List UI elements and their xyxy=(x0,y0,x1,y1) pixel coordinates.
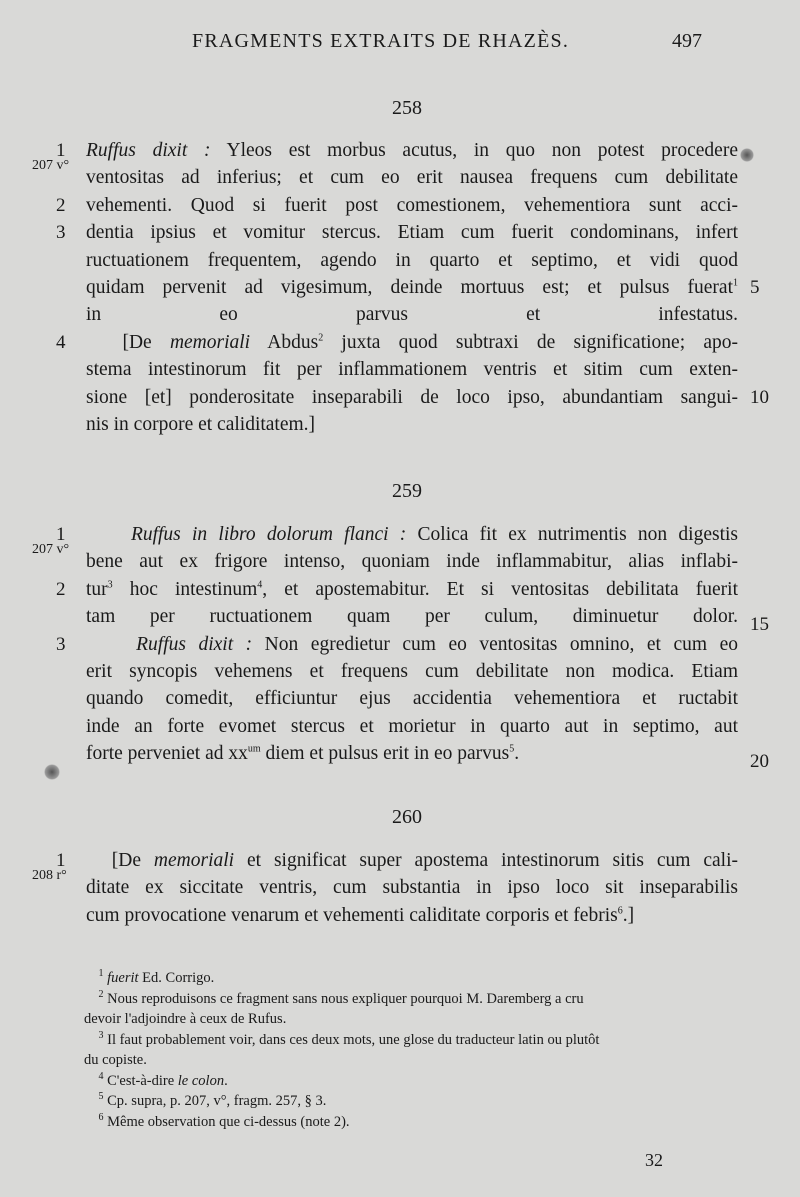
text-line: quidam pervenit ad vigesimum, deinde mortuus est; et pulsus fuerat$^1$ xyxy=(86,277,738,298)
margin-line-number: 208 r° xyxy=(32,867,67,883)
text-line: Ruffus dixit : Non egredietur cum eo ventositas omnino, et cum eo xyxy=(136,633,738,655)
running-title: FRAGMENTS EXTRAITS DE RHAZÈS. xyxy=(192,30,570,52)
binding-hole-mark xyxy=(740,148,754,162)
margin-line-number: 207 v° xyxy=(32,541,70,557)
text-line: forte perveniet ad $xx^{um}$ diem et pulsus erit in eo parvus$^5$. xyxy=(86,743,520,765)
text-line: vehementi. Quod si fuerit post comestionem, vehementiora sunt acci- xyxy=(86,194,738,216)
footnote-line: $^2$ Nous reproduisons ce fragment sans nous expliquer pourquoi M. Daremberg a cru xyxy=(98,988,584,1007)
footnote-line: $^3$ Il faut probablement voir, dans ces deux mots, une glose du traducteur latin ou plutôt xyxy=(98,1029,600,1048)
section-number: 260 xyxy=(392,806,422,828)
margin-line-number: 2 xyxy=(56,578,66,600)
footnote-line: $^1$ fuerit Ed. Corrigo. xyxy=(98,968,215,986)
margin-line-number: 2 xyxy=(56,194,66,216)
margin-line-number: 1 xyxy=(56,524,66,545)
text-line: inde an forte evomet stercus et morietur in quarto aut in septimo, aut xyxy=(86,715,738,737)
footnote-line: du copiste. xyxy=(84,1052,147,1068)
text-line: in eo parvus et infestatus. xyxy=(86,304,738,326)
text-line: stema intestinorum fit per inflammationem ventris et sitim cum exten- xyxy=(86,359,738,381)
margin-line-number: 1 xyxy=(56,850,66,871)
margin-verse-number: 15 xyxy=(750,614,769,636)
signature-mark: 32 xyxy=(645,1150,663,1170)
page-number: 497 xyxy=(672,30,702,52)
margin-verse-number: 20 xyxy=(750,751,769,773)
margin-line-number: 207 v° xyxy=(32,157,70,173)
text-line: ructuationem frequentem, agendo in quarto et septimo, et vidi quod xyxy=(86,249,738,271)
section-number: 259 xyxy=(392,480,422,502)
text-line: ditate ex siccitate ventris, cum substantia in ipso loco sit inseparabilis xyxy=(86,877,738,899)
footnote-line: devoir l'adjoindre à ceux de Rufus. xyxy=(84,1011,287,1027)
binding-hole-mark xyxy=(44,764,60,780)
margin-verse-number: 5 xyxy=(750,277,760,298)
margin-verse-number: 10 xyxy=(750,386,769,408)
margin-line-number: 1 xyxy=(56,140,66,161)
text-line: dentia ipsius et vomitur stercus. Etiam cum fuerit condominans, infert xyxy=(86,222,738,244)
text-line: cum provocatione venarum et vehementi caliditate corporis et febris$^6$.] xyxy=(86,904,635,926)
text-line: tam per ructuationem quam per culum, diminuetur dolor. xyxy=(86,606,738,628)
text-line: tur$^3$ hoc intestinum$^4$, et apostemabitur. Et si ventositas debilitata fuerit xyxy=(86,578,738,600)
text-line: Ruffus in libro dolorum flanci : Colica fit ex nutrimentis non digestis xyxy=(130,524,738,545)
section-number: 258 xyxy=(392,97,422,119)
text-line: quando comedit, efficiuntur ejus accidentia vehementiora et ructabit xyxy=(86,688,738,710)
footnote-line: $^5$ Cp. supra, p. 207, v°, fragm. 257, § 3. xyxy=(98,1091,327,1109)
text-line: nis in corpore et caliditatem.] xyxy=(86,414,316,435)
text-line: ventositas ad inferius; et cum eo erit nausea frequens cum debilitate xyxy=(86,167,738,189)
margin-line-number: 3 xyxy=(56,222,66,244)
text-line: [De memoriali Abdus$^2$ juxta quod subtraxi de significatione; apo- xyxy=(86,331,738,353)
margin-line-number: 4 xyxy=(56,331,66,353)
text-line: [De memoriali et significat super apostema intestinorum sitis cum cali- xyxy=(86,850,738,871)
text-line: Ruffus dixit : Yleos est morbus acutus, in quo non potest procedere xyxy=(86,140,738,161)
text-line: erit syncopis vehemens et frequens cum debilitate non modica. Etiam xyxy=(86,661,738,682)
text-line: sione [et] ponderositate inseparabili de loco ipso, abundantiam sangui- xyxy=(86,386,738,408)
footnote-line: $^6$ Même observation que ci-dessus (note 2). xyxy=(98,1111,350,1130)
text-line: bene aut ex frigore intenso, quoniam inde inflammabitur, alias inflabi- xyxy=(86,551,738,573)
footnote-line: $^4$ C'est-à-dire le colon. xyxy=(98,1070,228,1089)
margin-line-number: 3 xyxy=(56,633,66,655)
